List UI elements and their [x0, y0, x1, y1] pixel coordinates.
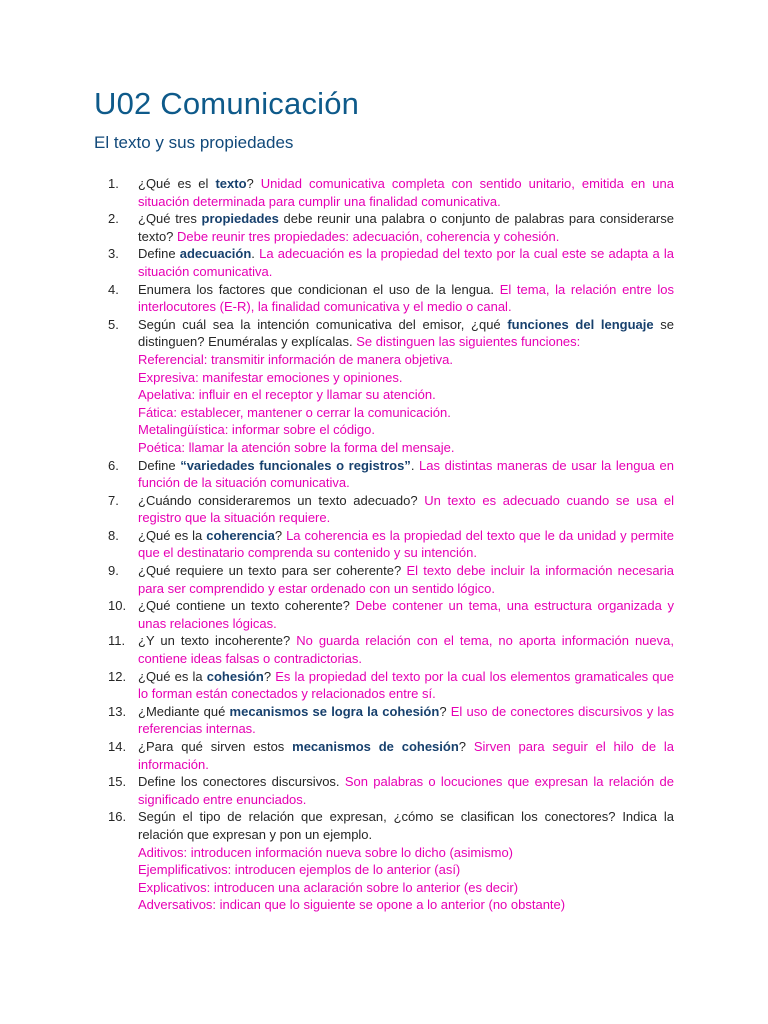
answer-text: Las distintas maneras de usar la lengua en función de la situación comunicativa. [138, 457, 674, 491]
item-number: 8. [108, 527, 119, 543]
question-text: ¿Para qué sirven estos [138, 739, 293, 754]
keyword: mecanismos de cohesión [292, 739, 459, 754]
sub-item: Poética: llamar la atención sobre la forma del mensaje. [138, 439, 455, 455]
page-title: U02 Comunicación [94, 86, 360, 121]
question-list [108, 175, 674, 914]
answer-text: Debe contener un tema, una estructura organizada y unas relaciones lógicas. [138, 598, 674, 631]
list-item [108, 281, 674, 316]
answer-text: Sirven para seguir el hilo de la información. [138, 739, 674, 772]
list-item [108, 210, 674, 245]
answer-text: El tema, la relación entre los interlocutores (E-R), la finalidad comunicativa y el medio o canal. [138, 281, 674, 315]
list-item [108, 245, 674, 280]
page-subtitle: El texto y sus propiedades [94, 133, 294, 152]
keyword: mecanismos se logra la cohesión [229, 703, 440, 719]
item-number: 9. [108, 563, 119, 579]
item-number: 11. [108, 633, 126, 649]
list-item [108, 457, 674, 492]
item-number: 10. [108, 598, 127, 614]
question-text: ¿Qué es la [138, 668, 207, 684]
question-text: ? [458, 739, 474, 754]
keyword: propiedades [201, 211, 279, 227]
answer-text: El texto debe incluir la información necesaria para ser comprendido y estar ordenado con un sentido lógico. [138, 563, 675, 596]
item-number: 16. [108, 809, 127, 825]
keyword: coherencia [206, 527, 275, 543]
item-number: 6. [108, 457, 119, 473]
list-item [108, 703, 674, 738]
list-item [108, 808, 674, 914]
sub-item: Referencial: transmitir información de manera objetiva. [138, 351, 454, 367]
answer-text: Se distinguen las siguientes funciones: [356, 334, 581, 350]
item-number: 3. [108, 246, 119, 262]
question-text: ? [246, 176, 261, 191]
answer-text: El uso de conectores discursivos y las referencias internas. [138, 703, 675, 737]
question-text: ? [274, 527, 287, 543]
answer-text: Unidad comunicativa completa con sentido unitario, emitida en una situación determinada para cumplir una finalidad comunicativa. [138, 176, 674, 209]
list-item [108, 773, 674, 808]
question-text: ¿Qué tres [138, 211, 202, 227]
item-number: 1. [108, 176, 119, 191]
sub-item: Metalingüística: informar sobre el código. [138, 422, 376, 438]
question-text: se distinguen? Enuméralas y explícalas. [138, 316, 675, 350]
answer-text: La coherencia es la propiedad del texto que le da unidad y permite que el destinatario comprenda su contenido y su intención. [138, 527, 674, 561]
question-text: . [251, 246, 260, 262]
sub-item: Explicativos: introducen una aclaración sobre lo anterior (es decir) [138, 879, 519, 895]
list-item [108, 175, 674, 210]
sub-item: Adversativos: indican que lo siguiente se opone a lo anterior (no obstante) [138, 897, 566, 913]
question-text: debe reunir una palabra o conjunto de palabras para considerarse texto? [138, 211, 674, 244]
question-text: ? [439, 703, 451, 719]
sub-item: Ejemplificativos: introducen ejemplos de lo anterior (así) [138, 862, 461, 878]
question-text: Enumera los factores que condicionan el uso de la lengua. [138, 281, 500, 297]
list-item [108, 316, 674, 457]
question-text: ¿Cuándo consideraremos un texto adecuado? [138, 492, 425, 508]
answer-text: Son palabras o locuciones que expresan la relación de significado entre enunciados. [138, 774, 674, 807]
item-number: 4. [108, 281, 119, 297]
question-text: ¿Y un texto incoherente? [138, 633, 297, 649]
answer-text: La adecuación es la propiedad del texto por la cual este se adapta a la situación comunicativa. [138, 246, 674, 279]
question-text: ¿Qué es el [138, 176, 216, 191]
question-text: ? [263, 668, 276, 684]
item-number: 5. [108, 316, 119, 332]
keyword: texto [215, 176, 247, 191]
question-text: ¿Qué es la [138, 527, 207, 543]
list-item [108, 597, 674, 632]
item-number: 13. [108, 703, 127, 719]
sub-item: Fática: establecer, mantener o cerrar la comunicación. [138, 404, 451, 420]
list-item [108, 562, 674, 597]
question-text: Según cuál sea la intención comunicativa del emisor, ¿qué [138, 316, 508, 332]
item-number: 15. [108, 774, 127, 790]
sub-item: Expresiva: manifestar emociones y opiniones. [138, 369, 403, 385]
question-text: Según el tipo de relación que expresan, ¿cómo se clasifican los conectores? Indica la relación que expresan y pon un ejemplo. [138, 809, 674, 842]
answer-text: Es la propiedad del texto por la cual los elementos gramaticales que lo forman están conectados y relacionados entre sí. [138, 668, 674, 702]
answer-text: Debe reunir tres propiedades: adecuación, coherencia y cohesión. [177, 228, 560, 244]
list-item [108, 632, 674, 667]
answer-text: No guarda relación con el tema, no aporta información nueva, contiene ideas falsas o contradictorias. [138, 633, 674, 667]
sub-item: Aditivos: introducen información nueva sobre lo dicho (asimismo) [138, 844, 514, 860]
sub-item: Apelativa: influir en el receptor y llamar su atención. [138, 387, 436, 403]
keyword: cohesión [206, 668, 264, 684]
list-item [108, 527, 674, 562]
list-item [108, 492, 674, 527]
answer-text: Un texto es adecuado cuando se usa el registro que la situación requiere. [138, 492, 674, 526]
question-text: ¿Qué contiene un texto coherente? [138, 598, 356, 614]
question-text: . [410, 457, 420, 473]
keyword: funciones del lenguaje [507, 316, 654, 332]
item-number: 14. [108, 739, 127, 754]
item-number: 2. [108, 211, 119, 227]
question-text: ¿Mediante qué [138, 703, 230, 719]
question-text: Define [138, 457, 181, 473]
item-number: 7. [108, 492, 119, 508]
item-number: 12. [108, 668, 127, 684]
keyword: adecuación [179, 246, 252, 262]
question-text: ¿Qué requiere un texto para ser coherente? [138, 563, 407, 579]
list-item [108, 738, 674, 773]
keyword: “variedades funcionales o registros” [180, 457, 411, 473]
question-text: Define los conectores discursivos. [138, 774, 345, 790]
question-text: Define [138, 246, 180, 262]
list-item [108, 668, 674, 703]
